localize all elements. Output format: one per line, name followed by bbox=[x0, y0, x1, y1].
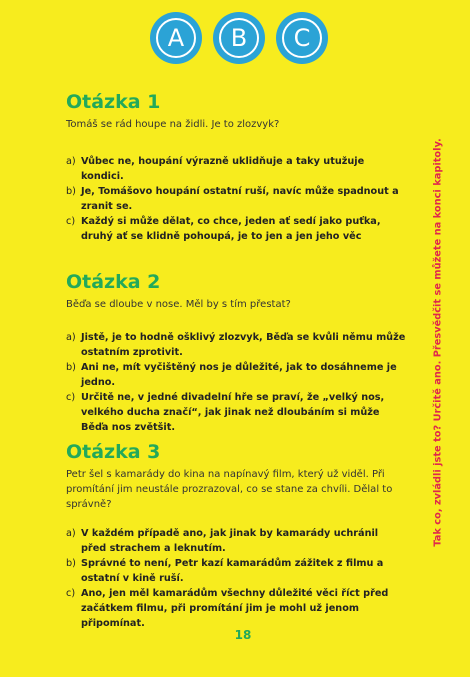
answer-letter: a) bbox=[66, 528, 76, 539]
badge-b bbox=[213, 12, 265, 64]
answer-option[interactable] bbox=[66, 214, 406, 244]
answer-option[interactable] bbox=[66, 556, 406, 586]
badge-letter: C bbox=[293, 24, 311, 52]
question-text: Tomáš se rád houpe na židli. Je to zlozvyk? bbox=[66, 119, 280, 130]
answer-text: Je, Tomášovo houpání ostatní ruší, navíc může spadnout a zranit se. bbox=[81, 186, 399, 212]
answer-letter: b) bbox=[66, 558, 76, 569]
badge-a bbox=[150, 12, 202, 64]
answer-option[interactable] bbox=[66, 390, 406, 435]
question-text: Petr šel s kamarády do kina na napínavý film, který už viděl. Při promítání jim neustále prozrazoval, co se stane za chvíli. Dělal to správně? bbox=[66, 469, 393, 510]
question-title: Otázka 1 bbox=[66, 91, 161, 113]
question-2 bbox=[66, 271, 406, 435]
answer-option[interactable] bbox=[66, 184, 406, 214]
answer-letter: b) bbox=[66, 186, 76, 197]
answer-text: Jistě, je to hodně ošklivý zlozvyk, Běďa se kvůli němu může ostatním zprotivit. bbox=[81, 332, 406, 358]
answer-letter: c) bbox=[66, 588, 76, 599]
answer-option[interactable] bbox=[66, 360, 406, 390]
answer-option[interactable] bbox=[66, 330, 406, 360]
answer-letter: a) bbox=[66, 156, 76, 167]
answer-option[interactable] bbox=[66, 586, 406, 631]
answer-letter: c) bbox=[66, 392, 76, 403]
answer-text: V každém případě ano, jak jinak by kamarády uchránil před strachem a leknutím. bbox=[81, 528, 379, 554]
side-note-text: Tak co, zvládli jste to? Určitě ano. Přesvědčit se můžete na konci kapitoly. bbox=[432, 137, 444, 547]
answer-text: Určitě ne, v jedné divadelní hře se praví, že „velký nos, velkého ducha značí“, jak jinak než dloubáním si může Běďa nos zvětšit. bbox=[81, 392, 385, 433]
answer-text: Ano, jen měl kamarádům všechny důležité věci říct před začátkem filmu, při promítání jim je mohl už jenom připomínat. bbox=[81, 588, 389, 629]
question-text: Běďa se dloube v nose. Měl by s tím přestat? bbox=[66, 299, 291, 310]
badge-letter: A bbox=[167, 24, 185, 52]
answer-list bbox=[66, 330, 406, 435]
answer-text: Správné to není, Petr kazí kamarádům zážitek z filmu a ostatní v kině ruší. bbox=[81, 558, 384, 584]
abc-badges bbox=[150, 12, 330, 68]
answer-text: Ani ne, mít vyčištěný nos je důležité, jak to dosáhneme je jedno. bbox=[81, 362, 397, 388]
badge-letter: B bbox=[230, 24, 248, 52]
question-1 bbox=[66, 91, 406, 244]
badge-c bbox=[276, 12, 328, 64]
answer-text: Vůbec ne, houpání výrazně uklidňuje a taky utužuje kondici. bbox=[81, 156, 365, 182]
answer-letter: c) bbox=[66, 216, 76, 227]
answer-list bbox=[66, 526, 406, 631]
answer-letter: a) bbox=[66, 332, 76, 343]
side-note bbox=[428, 40, 448, 644]
answer-letter: b) bbox=[66, 362, 76, 373]
answer-option[interactable] bbox=[66, 526, 406, 556]
answer-option[interactable] bbox=[66, 154, 406, 184]
page-number: 18 bbox=[234, 628, 252, 642]
question-title: Otázka 2 bbox=[66, 271, 161, 293]
answer-list bbox=[66, 154, 406, 244]
question-3 bbox=[66, 441, 406, 631]
answer-text: Každý si může dělat, co chce, jeden ať sedí jako puťka, druhý ať se klidně pohoupá, je to jen a jen jeho věc bbox=[81, 216, 381, 242]
question-title: Otázka 3 bbox=[66, 441, 161, 463]
